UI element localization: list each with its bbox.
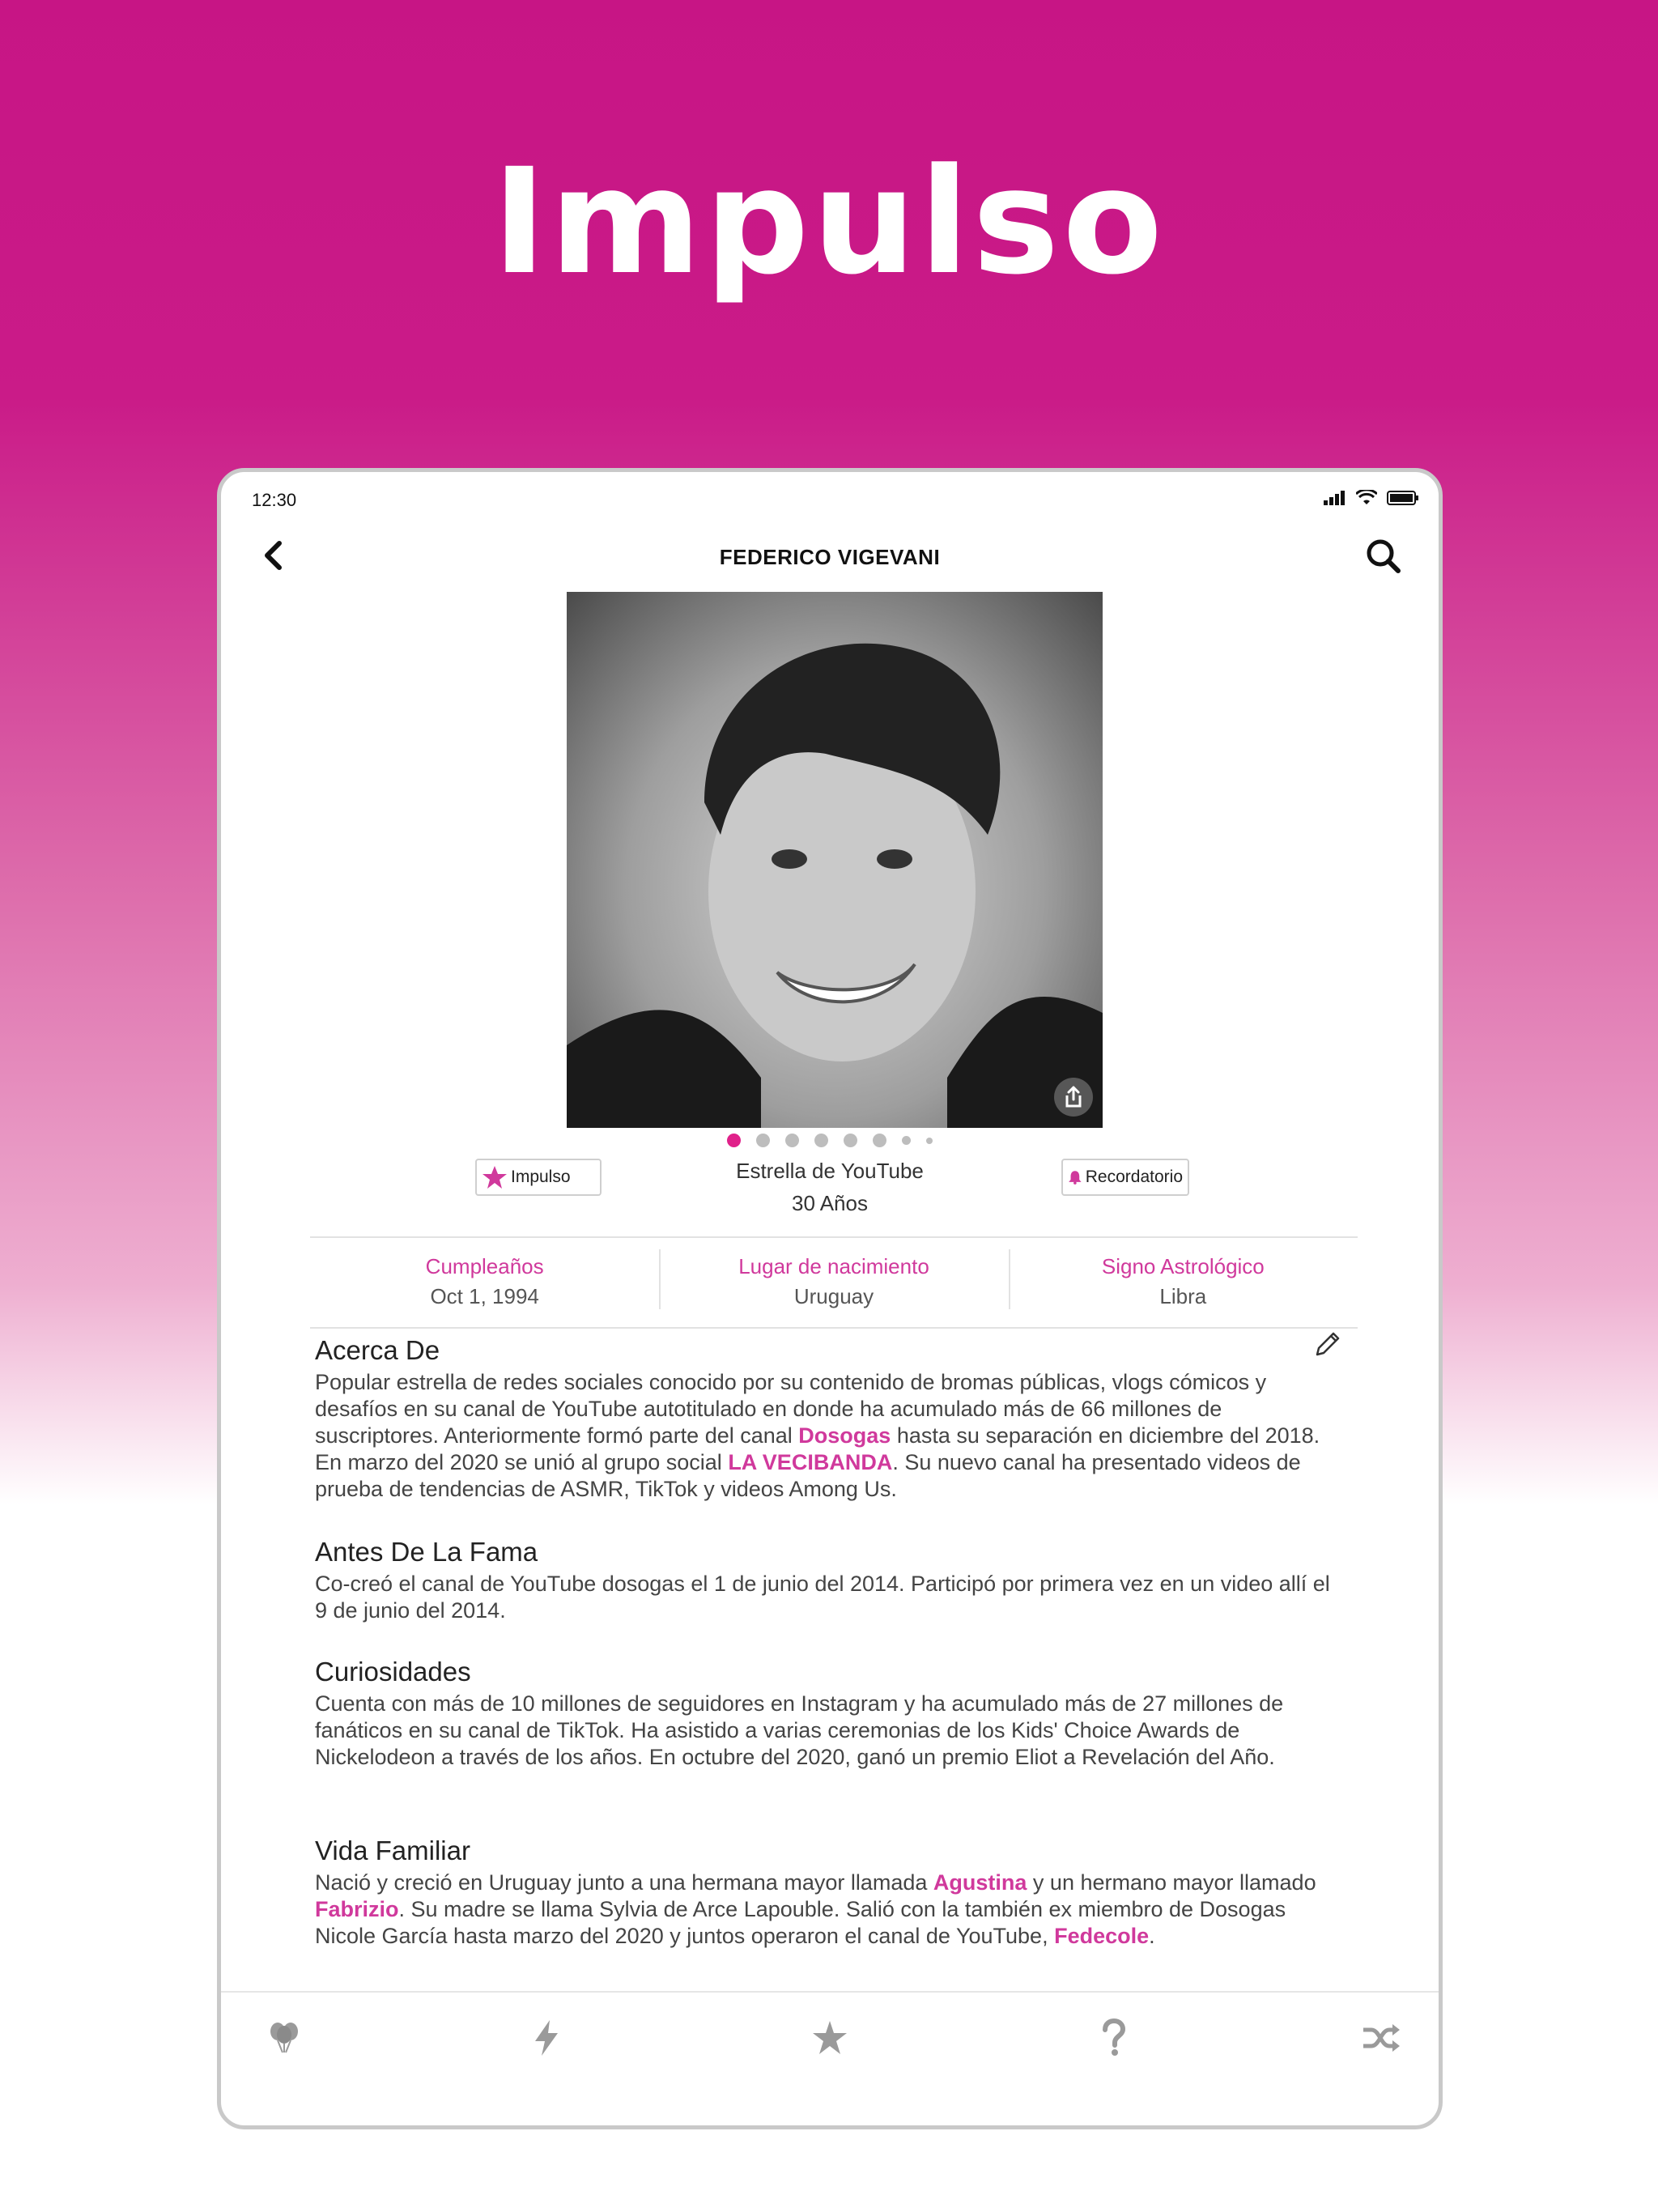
carousel-dot[interactable] <box>873 1134 886 1147</box>
stat-zodiac[interactable] <box>1009 1238 1358 1327</box>
carousel-dot[interactable] <box>727 1134 741 1147</box>
stat-label: Lugar de nacimiento <box>738 1254 929 1278</box>
text-run: . Su madre se llama Sylvia de Arce Lapouble. Salió con la también ex miembro de Dosogas Nicole García hasta marzo del 2020 y juntos operaron el canal de YouTube, <box>315 1897 1286 1948</box>
section-title: Vida Familiar <box>315 1836 470 1865</box>
stats-row <box>310 1236 1358 1329</box>
text-run: Popular estrella de redes sociales conocido por su contenido de bromas públicas, vlogs cómicos y desafíos en su canal de YouTube autotitulado en donde ha acumulado más de 66 millones de suscriptores. Anteriormente formó parte del canal <box>315 1370 1267 1448</box>
carousel-dot[interactable] <box>926 1138 933 1144</box>
section-text: Cuenta con más de 10 millones de seguidores en Instagram y ha acumulado más de 27 millones de fanáticos en su canal de TikTok. Ha asistido a varias ceremonias de los Kids' Choice Awards de Nickelodeon a través de los años. En octubre del 2020, ganó un premio Eliot a Revelación del Año. <box>315 1691 1284 1769</box>
pencil-icon[interactable] <box>1311 1329 1343 1361</box>
section-text <box>315 1870 1343 1950</box>
age: 30 Años <box>792 1191 868 1215</box>
section-title: Curiosidades <box>315 1657 471 1687</box>
stat-birthplace[interactable] <box>659 1238 1008 1327</box>
occupation: Estrella de YouTube <box>736 1159 924 1183</box>
section-family <box>315 1836 1343 1950</box>
link-dosogas[interactable]: Dosogas <box>798 1423 891 1448</box>
stat-value: Uruguay <box>793 1284 874 1308</box>
link-agustina[interactable]: Agustina <box>933 1870 1027 1895</box>
section-text <box>315 1369 1343 1503</box>
section-before-fame <box>315 1537 1343 1624</box>
hero-title: Impulso <box>491 138 1167 307</box>
tab-popular[interactable] <box>806 2014 854 2062</box>
bio-content <box>315 1335 1343 1950</box>
carousel-dot[interactable] <box>785 1134 799 1147</box>
tab-quiz[interactable] <box>1089 2014 1137 2062</box>
stat-value: Oct 1, 1994 <box>430 1284 539 1308</box>
tab-trending[interactable] <box>522 2014 571 2062</box>
stat-label: Signo Astrológico <box>1101 1254 1265 1278</box>
text-run: . Su nuevo canal ha presentado videos de prueba de tendencias de ASMR, TikTok y videos Among Us. <box>315 1450 1301 1501</box>
link-la-vecibanda[interactable]: LA VECIBANDA <box>728 1450 893 1474</box>
share-icon <box>1061 1085 1086 1109</box>
tab-random[interactable] <box>1358 2014 1406 2062</box>
cellular-icon <box>1324 491 1346 505</box>
stat-value: Libra <box>1159 1284 1207 1308</box>
section-about <box>315 1335 1343 1503</box>
text-run: Nació y creció en Uruguay junto a una hermana mayor llamada <box>315 1870 933 1895</box>
section-text: Co-creó el canal de YouTube dosogas el 1 de junio del 2014. Participó por primera vez en un video allí el 9 de junio del 2014. <box>315 1572 1330 1623</box>
tab-birthdays[interactable] <box>260 2014 308 2062</box>
text-run: y un hermano mayor llamado <box>1027 1870 1316 1895</box>
carousel-dot[interactable] <box>844 1134 857 1147</box>
nav-bar <box>221 521 1439 593</box>
search-icon[interactable] <box>1359 532 1408 581</box>
link-fabrizio[interactable]: Fabrizio <box>315 1897 399 1921</box>
status-time: 12:30 <box>252 490 297 510</box>
text-run: hasta su separación en diciembre del 2018. En marzo del 2020 se unió al grupo social <box>315 1423 1320 1474</box>
tab-bar <box>221 1991 1439 2129</box>
shuffle-icon <box>1362 2022 1402 2054</box>
share-button[interactable] <box>1054 1078 1093 1117</box>
star-icon <box>810 2018 849 2057</box>
text-run: . <box>1149 1924 1155 1948</box>
wifi-icon <box>1356 490 1377 506</box>
profile-photo[interactable] <box>567 592 1103 1128</box>
battery-icon <box>1387 491 1419 505</box>
section-title: Acerca De <box>315 1335 440 1365</box>
carousel-dots[interactable] <box>221 1134 1439 1147</box>
section-trivia <box>315 1657 1343 1771</box>
impulse-label: Impulso <box>511 1168 571 1186</box>
bell-icon <box>1068 1164 1082 1190</box>
carousel-dot[interactable] <box>902 1136 911 1145</box>
portrait-image <box>567 592 1103 1128</box>
link-fedecole[interactable]: Fedecole <box>1054 1924 1150 1948</box>
reminder-label: Recordatorio <box>1085 1168 1183 1186</box>
question-icon <box>1097 2018 1129 2057</box>
stat-birthday[interactable] <box>310 1238 659 1327</box>
balloons-icon <box>266 2020 302 2056</box>
lightning-icon <box>530 2018 563 2057</box>
tablet-frame <box>217 468 1443 2129</box>
carousel-dot[interactable] <box>756 1134 770 1147</box>
stat-label: Cumpleaños <box>425 1254 544 1278</box>
section-title: Antes De La Fama <box>315 1537 538 1567</box>
page-title: FEDERICO VIGEVANI <box>719 545 941 569</box>
reminder-button[interactable] <box>1061 1159 1189 1196</box>
carousel-dot[interactable] <box>814 1134 828 1147</box>
